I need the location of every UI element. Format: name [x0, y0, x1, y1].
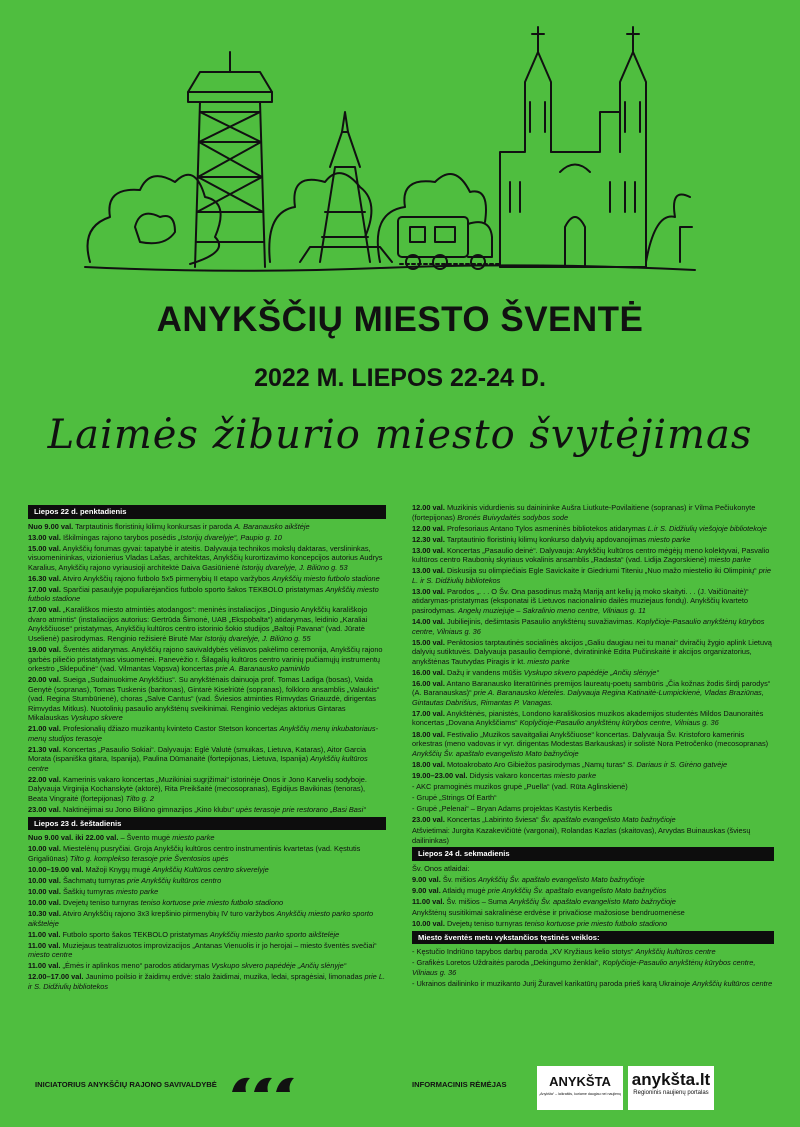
lineup-item: - Grupė „Strings Of Earth“ [412, 793, 774, 803]
entry-time: 16.00 val. [412, 678, 445, 688]
schedule-entry [28, 887, 386, 897]
entry-place: Anykščių Šv. apaštalo evangelisto Mato bažnyčioje [478, 874, 645, 884]
schedule-entry [28, 675, 386, 723]
entry-place: Angelų muziejuje – Sakralinio meno centre, Vilniaus g. 11 [458, 605, 646, 615]
entry-text: Kęstučio Indriūno tapybos darbų paroda „XV Kryžiaus kelio stotys“ [416, 947, 636, 957]
entry-place: Anykščių kultūros centre [692, 978, 773, 988]
entry-time: 11.00 val. [28, 929, 61, 939]
schedule-entry [412, 730, 774, 759]
entry-text: – Švento mugė [118, 833, 173, 843]
entry-text: Atviro Anykščių rajono futbolo 5x5 pirmenybių II etapo varžybos [60, 573, 273, 583]
entry-place: Anykščių miesto parko sporto aikštelėje [209, 929, 340, 939]
entry-time: Nuo 9.00 val. iki 22.00 val. [28, 833, 119, 843]
entry-time: 13.00 val. [412, 566, 445, 576]
entry-place: Koplyčioje-Pasaulio anykštėnų kūrybos centre, Vilniaus g. 36 [412, 617, 765, 636]
schedule-entry [28, 805, 386, 815]
schedule-entry [28, 745, 386, 774]
entry-text: Koncertas „Pasaulio deinė“. Dalyvauja: Anykščių kultūros centro mėgėjų meno kolektyvai, Pasvalio kultūros centro Raubonių skyriaus vokalinis ansamblis „Radasta“ (vad. Lidija Zagorskienė) [412, 545, 770, 565]
entry-place: Vyskupo skvere [70, 713, 123, 723]
schedule-entry [412, 679, 774, 708]
entry-text: Parodos „. . . O Šv. Ona pasodinus mažą Mariją ant kelių ją moko skaityti. . . (J. Vaičiūnaitė)“ atidarymas-pristatymas (eksponatai iš Lietuvos nacionalinio dailės muziejaus fondų). Anykščių kvarteto pasirodymas. [412, 586, 749, 615]
schedule-entry [412, 947, 774, 957]
entry-text: Motoakrobato Aro Gibiežos pasirodymas „Namų turas“ [444, 759, 628, 769]
day-24-header: Liepos 24 d. sekmadienis [412, 847, 774, 861]
schedule-entry [28, 724, 386, 743]
entry-text: Miestelėnų pusryčiai. Groja Anykščių kultūros centro instrumentinis kvartetas (vad. Kęstutis Grigaliūnas) [28, 844, 361, 863]
entry-text: Diskusija su olimpiečiais Egle Savickaite ir Giedriumi Titeniu „Nuo mažo miestelio iki Olimpinių“ [444, 566, 759, 576]
entry-place: Anykščių miesto futbolo stadione [272, 573, 380, 583]
schedule-entry [412, 886, 774, 896]
entry-place: teniso kortuose prie miesto futbolo stadiono [524, 919, 668, 929]
schedule-entry [412, 587, 774, 616]
entry-text: Grafikės Loretos Uždraitės paroda „Dekingumo ženklai“, [416, 958, 603, 968]
entry-text: Muzikinis vidurdienis su dainininke Aušra Liutkute-Povilaitiene (sopranas) ir Vilma Pečiukonyte (fortepijonas) [412, 503, 756, 522]
entry-place: miesto parke [553, 770, 597, 780]
sponsor1-name: ANYKŠTA [549, 1074, 611, 1089]
entry-time: 22.00 val. [28, 774, 61, 784]
entry-time: 14.00 val. [412, 617, 445, 627]
entry-place: Bronės Buivydaitės sodybos sode [457, 512, 569, 522]
entry-place: miesto centre [28, 950, 73, 960]
schedule-entry [28, 941, 386, 960]
entry-place: Vyskupo skvero papėdėje „Ančių slėnyje“ [523, 667, 659, 677]
entry-text: Ukrainos dailininko ir muzikanto Jurij Žuravel karikatūrų paroda prieš karą Ukrainoje [416, 978, 693, 988]
schedule-entry [28, 833, 386, 843]
schedule-entry [412, 875, 774, 885]
entry-time: 10.00 val. [28, 898, 61, 907]
entry-text: Iškilmingas rajono tarybos posėdis [60, 532, 178, 542]
entry-text: Penktosios tarptautinės socialinės akcijos „Galiu daugiau nei tu manai“ dviračių žygio aplink Lietuvą dalyvių sutiktuvės. Dalyvauja pasaulio čempionė, dviratininkė Edita Pučinskaitė ir akcijos organizatorius, anykštėnas Tautvydas Piragis ir kt. [412, 637, 772, 666]
entry-time: 10.00 val. [28, 875, 61, 885]
entry-time: 23.00 val. [28, 805, 61, 815]
entry-time: 10.00–19.00 val. [28, 864, 84, 874]
entry-place: Anykščių menų inkubatoriaus-menų studijos terasoje [28, 724, 379, 743]
schedule-entry [412, 617, 774, 636]
entry-place: upės terasoje prie restorano „Basi Basi“ [235, 805, 366, 815]
entry-text: Naktinėjimai su Jono Biliūno gimnazijos „Kino klubu“ [60, 805, 236, 815]
entry-text: Dvejetų teniso turnyras [60, 898, 141, 907]
poster-slogan: Laimės žiburio miesto švytėjimas [47, 412, 753, 458]
entry-time: 11.00 val. [28, 961, 61, 971]
schedule-left-column [28, 503, 386, 993]
schedule-entry [412, 503, 774, 522]
entry-place: Vyskupo skvero papėdėje „Ančių slėnyje“ [211, 961, 347, 971]
entry-time: 13.00 val. [412, 545, 445, 555]
entry-time: 19.00–23.00 val. [412, 770, 468, 780]
entry-text: Sueiga „Sudainuokime Anykščius“. Su anykštėnais dainuoja prof. Tomas Ladiga (bosas), Vaida Genytė (sopranas), Tomas Tuskenis (baritonas), Gintarė Kiselriūtė (sopranas), folkloro ansamblis „Valaukis“ (vad. Regina Stumbūrienė), choras „Salve Cantus“ (vad. Šviesios atminties Rimvydas Griauzdė, dirigentas Rimvydas Mitkus). Nuotolinių pasaulio anykštėnų sveikinimai. Renginio vedėjas aktorius Gintaras Mikalauskas [28, 675, 380, 723]
entry-place: Anykščių kultūros centre [635, 947, 716, 957]
schedule-entry [412, 638, 774, 667]
lineup-item: - Grupė „Pelenai“ – Bryan Adams projektas Kastytis Kerbedis [412, 804, 774, 814]
entry-text: Koncertas „Labirinto šviesa“ [444, 815, 541, 825]
schedule-entry [412, 919, 774, 929]
entry-place: Anykščių Kultūros centro skverelyje [152, 864, 269, 874]
entry-text: Dvejetų teniso turnyras [444, 919, 525, 929]
entry-text: Dažų ir vandens mūšis [444, 667, 524, 677]
entry-time: 18.00 val. [412, 729, 445, 739]
entry-place: Istorijų dvarelyje, J. Biliūno g. 55 [204, 633, 311, 643]
entry-time: 17.00 val. [28, 605, 61, 615]
entry-text: Jaunimo poilsio ir žaidimų erdvė: stalo žaidimai, muzika, ledai, spragėsiai, limonadas [83, 972, 365, 982]
ongoing-activities [412, 947, 774, 988]
entry-time: 16.00 val. [412, 667, 445, 677]
day-24-last-event [412, 919, 774, 929]
schedule-entry [412, 535, 774, 545]
entry-time: 18.00 val. [412, 759, 445, 769]
day-23-events [28, 833, 386, 991]
entry-place: Istorijų dvarelyje, J. Biliūno g. 53 [241, 562, 348, 572]
entry-text: Futbolo sporto šakos TEKBOLO pristatymas [60, 929, 210, 939]
entry-place: prie L. ir S. Didžiulių bibliotekos [412, 566, 772, 585]
schedule-entry [28, 844, 386, 863]
entry-place: „Istorijų dvarelyje“, Paupio g. 10 [177, 532, 282, 542]
municipality-logo-icon [230, 1072, 298, 1096]
schedule-entry [412, 771, 774, 781]
entry-text: Kamerinis vakaro koncertas „Muzikiniai sugrįžimai“ istorinėje Onos ir Jono Karvelių sodyboje. Dalyvauja Virginija Kochanskytė (aktorė), Rita Preikšaitė (mecosopranas), Egidijus Bavikinas (tenoras), Beata Vingraitė (fortepijonas) [28, 774, 367, 803]
day-22-events [28, 522, 386, 815]
schedule-entry [28, 574, 386, 584]
sponsor2-name: anykšta.lt [631, 1070, 711, 1089]
entry-time: 16.30 val. [28, 573, 61, 583]
entry-text: Profesionalių džiazo muzikantų kvinteto Castor Stetson koncertas [60, 724, 280, 734]
entry-time: 9.00 val. [412, 874, 441, 884]
entry-text: Šv. mišios – Suma [444, 896, 510, 906]
entry-text: Šaškių turnyras [60, 886, 116, 896]
schedule-entry [412, 709, 774, 728]
entry-text: Šv. mišios [440, 874, 478, 884]
entry-place: miesto parke [648, 534, 691, 544]
entry-text: Profesoriaus Antano Tylos asmeninės bibliotekos atidarymas [444, 523, 648, 533]
entry-time: 20.00 val. [28, 675, 61, 685]
entry-text: Šachmatų turnyras [60, 875, 128, 885]
concert-lineup [412, 782, 774, 814]
initiator-label: INICIATORIUS ANYKŠČIŲ RAJONO SAVIVALDYBĖ [35, 1080, 217, 1089]
schedule-entry [28, 605, 386, 643]
town-skyline-illustration [80, 12, 700, 287]
schedule-entry [412, 524, 774, 534]
entry-place: miesto parke [708, 555, 751, 565]
schedule-entry [412, 958, 774, 977]
entry-time: 10.00 val. [28, 844, 61, 854]
schedule-entry [28, 876, 386, 886]
entry-time: 17.00 val. [28, 584, 61, 594]
schedule-entry [28, 972, 386, 991]
schedule-entry [412, 815, 774, 825]
entry-time: 17.00 val. [412, 708, 445, 718]
schedule-entry [28, 898, 386, 908]
entry-place: L.ir S. Didžiulių viešojoje bibliotekoje [647, 523, 767, 533]
entry-time: 12.00 val. [412, 503, 445, 512]
day-23-events-continued [412, 503, 774, 780]
entry-time: 12.30 val. [412, 534, 445, 544]
entry-text: Atlaidų mugė [440, 885, 488, 895]
entry-time: 15.00 val. [412, 637, 445, 647]
entry-text: „Ėmės ir aplinkos meno“ parodos atidarymas [60, 961, 212, 971]
schedule-entry [28, 645, 386, 674]
schedule-entry [28, 585, 386, 604]
entry-place: Koplyčioje-Pasaulio anykštėnų kūrybos centre, Vilniaus g. 36 [519, 718, 719, 728]
entry-time: Nuo 9.00 val. [28, 521, 74, 531]
entry-time: 21.00 val. [28, 724, 61, 734]
schedule-right-column [412, 503, 774, 990]
entry-text: Atviro Anykščių rajono 3x3 krepšinio pirmenybių IV turo varžybos [60, 909, 277, 919]
entry-place: prie A. Baranausko paminklo [215, 664, 310, 674]
entry-text: Tarptautinis floristinių kilimų konkursas ir paroda [73, 521, 235, 531]
schedule-entry [412, 668, 774, 678]
entry-text: Festivalio „Muzikos savaitgaliai Anykščiuose“ koncertas. Dalyvauja Šv. Kristoforo kamerinis orkestras (meno vadovas ir vyr. dirigentas Modestas Barkauskas) ir solistė Nora Petročenko (mecosopranas) [412, 729, 769, 749]
entry-time: 12.00 val. [412, 523, 445, 533]
entry-place: prie Anykščių kultūros centro [127, 875, 222, 885]
entry-place: teniso kortuose prie miesto futbolo stadiono [140, 898, 284, 907]
day-24-intro: Šv. Onos atlaidai: [412, 863, 470, 873]
entry-time: 10.00 val. [412, 919, 445, 929]
entry-text: Anykštėnės, pianistės, Londono karališkosios muzikos akademijos studentės Mildos Daunoraitės koncertas „Dovana Anykščiams“ [412, 708, 764, 728]
day-24-events [412, 875, 774, 907]
schedule-entry [28, 533, 386, 543]
entry-time: 12.00–17.00 val. [28, 972, 84, 982]
entry-place: miesto parke [527, 656, 570, 666]
lighting-credits: Atšvietimai: Jurgita Kazakevičiūtė (vargonai), Rolandas Kazlas (skaitovas), Arvydas Buinauskas (šviesų dailininkas) [412, 826, 751, 845]
entry-place: Tilto g. komplekso terasoje prie Šventosios upės [69, 853, 229, 863]
schedule-entry [412, 979, 774, 989]
entry-place: A. Baranausko aikštėje [234, 521, 310, 531]
entry-place: miesto parke [172, 833, 215, 843]
entry-text: Sparčiai pasaulyje populiarėjančios futbolo sporto šakos TEKBOLO pristatymas [60, 584, 326, 594]
schedule-entry [28, 522, 386, 532]
entry-text: Šventės atidarymas. Anykščių rajono savivaldybės vėliavos pakėlimo ceremonija, Anykščių rajono garbės piliečio pristatymas visuomenei. Panevėžio r. Šilagalių kultūros centro varinių pučiamųjų instrumentų orkestro „Sklepučinė“ (vad. Vilmantas Vapsva) koncertas [28, 645, 383, 674]
entry-text: Didysis vakaro koncertas [467, 770, 554, 780]
schedule-entry [412, 546, 774, 565]
day-23-header: Liepos 23 d. šeštadienis [28, 817, 386, 831]
sponsor2-tagline: Regioninis naujienų portalas [633, 1090, 709, 1096]
anyksta-newspaper-logo [537, 1066, 623, 1110]
entry-place: prie L. ir S. Didžiulių bibliotekos [28, 972, 386, 991]
entry-place: Anykščių Šv. apaštalo evangelisto Mato bažnyčioje [509, 896, 676, 906]
entry-place: prie Anykščių Šv. apaštalo evangelisto Mato bažnyčios [487, 885, 667, 895]
entry-time: 10.00 val. [28, 886, 61, 896]
entry-place: Tilto g. 2 [125, 793, 154, 803]
entry-place: Koplyčioje-Pasaulio anykštėnų kūrybos centre, Vilniaus g. 36 [412, 958, 756, 977]
schedule-entry [28, 930, 386, 940]
day-23-last-event [412, 815, 774, 825]
entry-place: S. Dariaus ir S. Girėno gatvėje [627, 759, 728, 769]
entry-time: 11.00 val. [412, 896, 445, 906]
entry-place: Anykščių Šv. apaštalo evangelisto Mato bažnyčioje [412, 748, 579, 758]
entry-place: Anykščių kultūros centre [28, 754, 368, 773]
entry-text: „Karališkos miesto atmintiės atodangos“: meninės instaliacijos „Dingusio Anykščių karališkojo dvaro atmintis“ (instaliacijos autorius: Gertrūda Šimonė, UAB „Ekspobalta“) atidarymas, leidinio „Karaliai Anykščiuose“ pristatymas, Anykščių kultūros centro istorinio šokio studijos „Baltoji Pavana“ (vad. Jūratė Uselienė) pasirodymas. Renginio režisierė Birutė Mar [28, 605, 368, 643]
schedule-entry [412, 897, 774, 907]
entry-time: 13.00 val. [28, 532, 61, 542]
schedule-entry [28, 865, 386, 875]
entry-place: miesto parke [115, 886, 159, 896]
day-24-note: Anykštėnų susitikimai sakralinėse erdvėse ir privačiose mažosiose bendruomenėse [412, 908, 685, 918]
schedule-entry [412, 566, 774, 585]
sponsor1-tagline: „Anykšta“ – laikraštis, kuriame daugiau nei naujienų [538, 1092, 622, 1096]
ongoing-header: Miesto šventės metu vykstančios tęstinės veiklos: [412, 931, 774, 945]
entry-time: 23.00 val. [412, 815, 445, 825]
entry-text: Koncertas „Pasaulio Sokiai“. Dalyvauja: Eglė Valutė (smuikas, Lietuva, Kataras), Aitor Garcia Morata (ispaniška gitara, Ispanija), Paulina Dūmanaitė (fortepijonas, Lietuva, Ispanija) [28, 744, 366, 764]
entry-place: Šv. apaštalo evangelisto Mato bažnyčioje [540, 815, 676, 825]
schedule-entry [28, 961, 386, 971]
entry-time: 13.00 val. [412, 586, 445, 596]
schedule-entry [28, 909, 386, 928]
entry-place: Anykščių miesto parko sporto aikštelėje [28, 909, 374, 928]
schedule-entry [412, 760, 774, 770]
anyksta-portal-logo [628, 1066, 714, 1110]
entry-text: Muziejaus teatralizuotos improvizacijos „Antanas Vienuolis ir jo herojai – miesto šventės svečiai“ [60, 940, 377, 950]
schedule-entry [28, 544, 386, 573]
entry-time: 19.00 val. [28, 645, 61, 655]
entry-time: 11.00 val. [28, 940, 61, 950]
entry-time: 10.30 val. [28, 909, 61, 919]
entry-place: prie A. Baranausko klėtelės. Dalyvauja Regina Katinaitė-Lumpickienė, Vladas Braziūnas, Gintautas Dabrišius, Rimantas P. Vanagas. [412, 688, 764, 707]
poster-title: ANYKŠČIŲ MIESTO ŠVENTĖ [156, 300, 644, 339]
entry-time: 21.30 val. [28, 744, 61, 754]
entry-text: Mažoji Knygų mugė [83, 864, 153, 874]
entry-time: 15.00 val. [28, 543, 61, 553]
event-dates: 2022 M. LIEPOS 22-24 D. [254, 364, 546, 392]
entry-text: Jubiliejinis, dešimtasis Pasaulio anykštėnų suvažiavimas. [444, 617, 637, 627]
lineup-item: - AKC pramoginės muzikos grupė „Puella“ (vad. Rūta Aglinskienė) [412, 782, 774, 792]
entry-time: 9.00 val. [412, 885, 441, 895]
entry-text: Anykščių forumas gyvai: tapatybė ir ateitis. Dalyvauja technikos mokslų daktaras, verslininkas, visuomenininkas, vizionierius Vladas Lašas, architektas, Anykščių kurortizavimo koncepcijos autorius Audrys Karalius, Anykščių rajono vyriausioji architektė Daiva Gasiūnienė [28, 543, 383, 572]
entry-text: Tarptautinio floristinių kilimų konkurso dalyvių apdovanojimas [444, 534, 649, 544]
entry-place: Anykščių miesto futbolo stadione [28, 584, 379, 604]
day-22-header: Liepos 22 d. penktadienis [28, 505, 386, 519]
entry-text: Antano Baranausko literatūrinės premijos laureatų-poetų sambūris „Čia kožnas žodis širdį parodys“ (A. Baranauskas)“ [412, 678, 771, 698]
media-sponsor-label: INFORMACINIS RĖMĖJAS [412, 1080, 507, 1089]
schedule-entry [28, 775, 386, 804]
